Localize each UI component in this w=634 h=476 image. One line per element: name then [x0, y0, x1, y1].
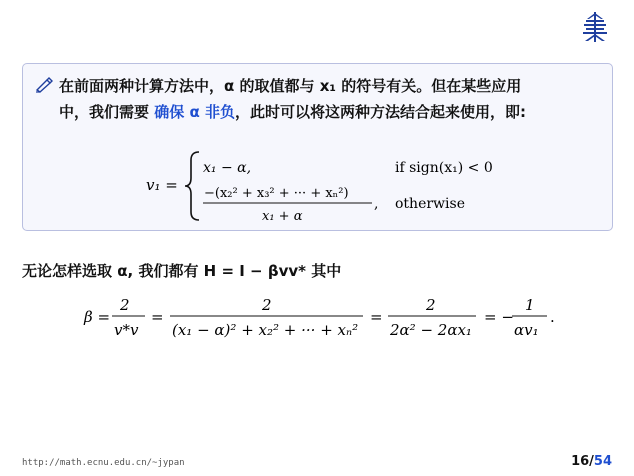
note-box — [22, 63, 613, 231]
v1-lhs: v₁ = — [146, 176, 178, 194]
case2-cond: otherwise — [395, 196, 465, 212]
page-number: 16/54 — [571, 454, 612, 469]
f2-den: (x₁ − α)² + x₂² + ··· + xₙ² — [172, 321, 359, 339]
page-current: 16 — [571, 454, 590, 469]
note-line-2: 中，我们需要 确保 α 非负，此时可以将这两种方法结合起来使用，即: — [59, 103, 526, 121]
highlight-nonneg: 确保 α 非负 — [154, 103, 235, 121]
note-paragraph — [59, 73, 599, 125]
svg-text:= −: = − — [484, 308, 514, 326]
beta-lhs: β = — [84, 308, 111, 326]
svg-text:.: . — [550, 308, 555, 326]
f4-num: 1 — [525, 296, 535, 314]
svg-text:=: = — [151, 308, 164, 326]
case2-numerator: −(x₂² + x₃² + ··· + xₙ²) — [204, 186, 349, 201]
f3-num: 2 — [426, 296, 436, 314]
f3-den: 2α² − 2αx₁ — [390, 321, 472, 339]
svg-text:,: , — [374, 196, 379, 212]
v1-cases-formula — [23, 148, 612, 224]
footer-url[interactable]: http://math.ecnu.edu.cn/~jypan — [22, 458, 185, 468]
body-sentence: 无论怎样选取 α, 我们都有 H = I − βvv* 其中 — [22, 262, 342, 280]
page-total: 54 — [593, 454, 612, 469]
case1-cond: if sign(x₁) < 0 — [395, 160, 493, 176]
beta-formula — [0, 292, 634, 344]
f1-num: 2 — [120, 296, 130, 314]
case1-expr: x₁ − α, — [203, 160, 252, 176]
note-line-1: 在前面两种计算方法中，α 的取值都与 x₁ 的符号有关。但在某些应用 — [59, 77, 522, 95]
pen-hand-icon — [35, 77, 53, 93]
f4-den: αv₁ — [514, 321, 539, 339]
f2-num: 2 — [262, 296, 272, 314]
svg-text:=: = — [370, 308, 383, 326]
ecnu-logo-icon — [582, 12, 608, 42]
f1-den: v*v — [114, 321, 139, 339]
case2-denominator: x₁ + α — [262, 209, 303, 224]
